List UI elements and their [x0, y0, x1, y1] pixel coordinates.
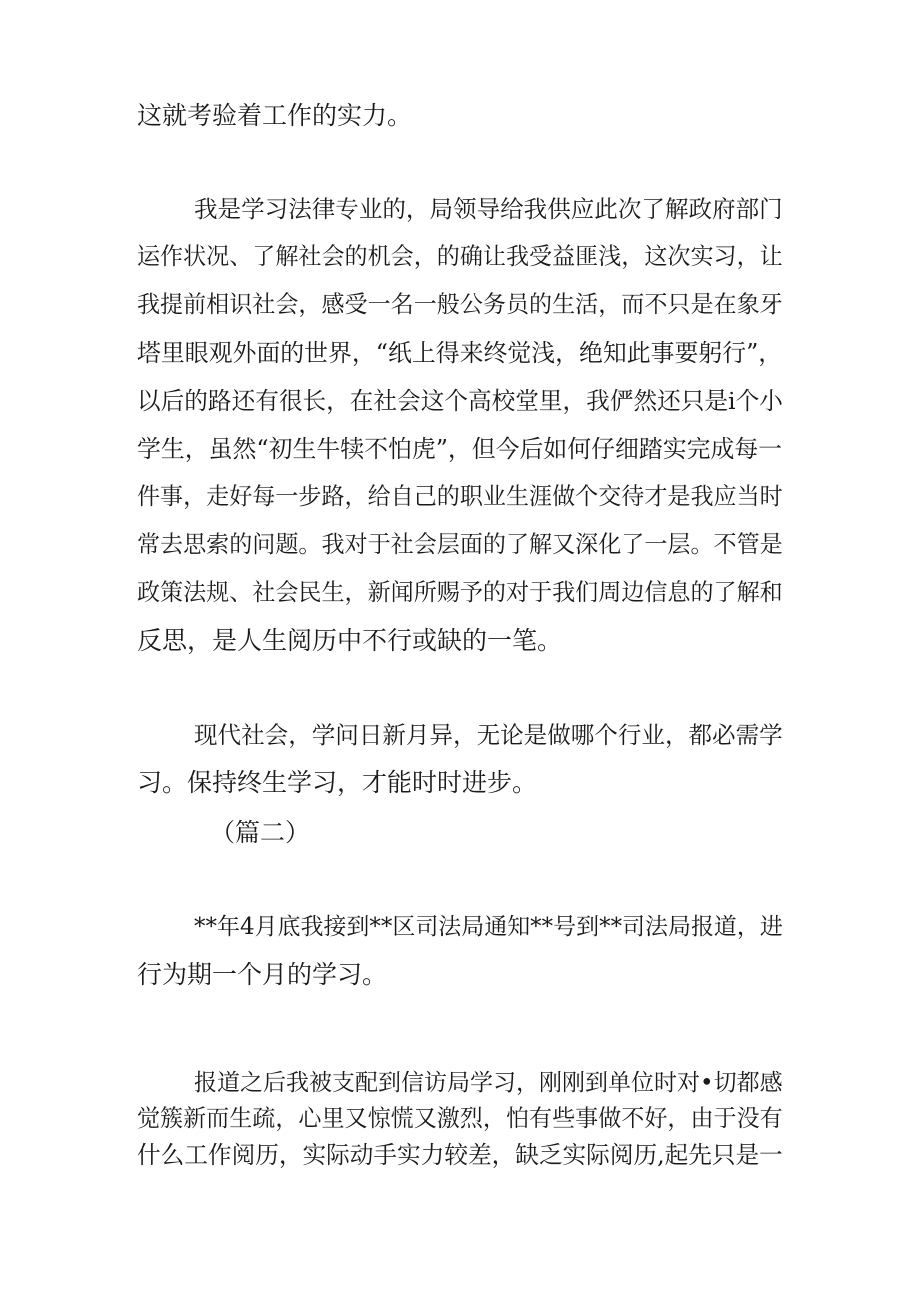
text-line: 行为期一个月的学习。 [137, 960, 388, 989]
text-line: 报道之后我被支配到信访局学习，刚刚到单位时对•切都感 [194, 1070, 783, 1096]
text-line: 以后的路还有很长，在社会这个高校堂里，我俨然还只是i个小 [137, 387, 783, 415]
text-line: 塔里眼观外面的世界，“纸上得来终觉浅，绝知此事要躬行”， [137, 339, 783, 367]
text-line: 这就考验着工作的实力。 [137, 101, 413, 130]
text-line: 我提前相识社会，感受一名一般公务员的生活，而不只是在象牙 [137, 292, 783, 318]
text-line: 我是学习法律专业的，局领导给我供应此次了解政府部门 [194, 195, 783, 223]
section-heading: （篇二） [210, 818, 311, 847]
text-line: 学生，虽然“初生牛犊不怕虎”，但今后如何仔细踏实完成每一 [137, 435, 783, 463]
text-line: 觉簇新而生疏，心里又惊慌又激烈，怕有些事做不好，由于没有 [137, 1106, 783, 1132]
text-line: 常去思索的问题。我对于社会层面的了解又深化了一层。不管是 [137, 532, 783, 558]
text-line: 反思，是人生阅历中不行或缺的一笔。 [137, 626, 563, 655]
text-line: **年4月底我接到**区司法局通知**号到**司法局报道，进 [194, 914, 783, 940]
text-line: 什么工作阅历，实际动手实力较差，缺乏实际阅历,起先只是一 [137, 1141, 783, 1169]
text-line: 现代社会，学问日新月异，无论是做哪个行业，都必需学 [194, 721, 783, 749]
text-line: 件事，走好每一步路，给自己的职业生涯做个交待才是我应当时 [137, 484, 783, 510]
text-line: 政策法规、社会民生，新闻所赐予的对于我们周边信息的了解和 [137, 580, 783, 606]
text-line: 运作状况、了解社会的机会，的确让我受益匪浅，这次实习，让 [137, 244, 783, 270]
text-line: 习。保持终生学习，才能时时进步。 [137, 768, 538, 797]
